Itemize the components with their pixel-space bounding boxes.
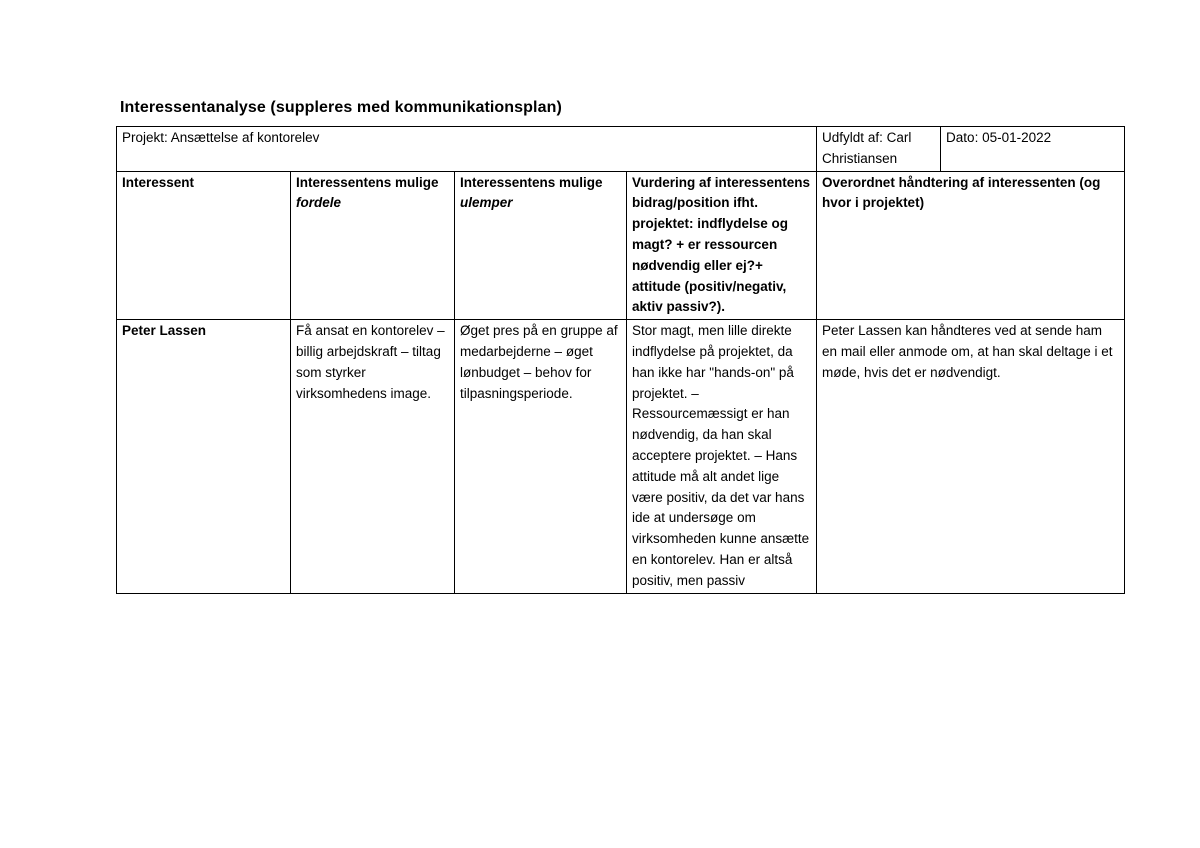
header-stakeholder: Interessent — [117, 171, 291, 320]
row-handling: Peter Lassen kan håndteres ved at sende ham en mail eller anmode om, at han skal deltage i et møde, hvis det er nødvendigt. — [817, 320, 1125, 593]
row-benefits: Få ansat en kontorelev – billig arbejdskraft – tiltag som styrker virksomhedens image. — [291, 320, 455, 593]
header-assessment: Vurdering af interessentens bidrag/position ifht. projektet: indflydelse og magt? + er ressourcen nødvendig eller ej?+ attitude (positiv/negativ, aktiv passiv?). — [627, 171, 817, 320]
header-benefits-emphasis: fordele — [296, 195, 342, 211]
date-cell: Dato: 05-01-2022 — [941, 127, 1125, 172]
header-benefits — [291, 171, 455, 320]
row-stakeholder: Peter Lassen — [117, 320, 291, 593]
stakeholder-analysis-table — [116, 126, 1125, 594]
table-header-row — [117, 171, 1125, 320]
table-row — [117, 320, 1125, 593]
header-benefits-prefix: Interessentens mulige — [296, 174, 439, 190]
header-drawbacks-emphasis: ulemper — [460, 195, 513, 211]
header-handling: Overordnet håndtering af interessenten (og hvor i projektet) — [817, 171, 1125, 320]
project-cell: Projekt: Ansættelse af kontorelev — [117, 127, 817, 172]
document-title: Interessentanalyse (suppleres med kommunikationsplan) — [120, 99, 562, 116]
row-assessment: Stor magt, men lille direkte indflydelse på projektet, da han ikke har "hands-on" på projektet. – Ressourcemæssigt er han nødvendig, da han skal acceptere projektet. – Hans attitude må alt andet lige være positiv, da det var hans ide at undersøge om virksomheden kunne ansætte en kontorelev. Han er altså positiv, men passiv — [627, 320, 817, 593]
filled-by-cell: Udfyldt af: Carl Christiansen — [817, 127, 941, 172]
header-drawbacks-prefix: Interessentens mulige — [460, 174, 603, 190]
table-meta-row — [117, 127, 1125, 172]
row-drawbacks: Øget pres på en gruppe af medarbejderne – øget lønbudget – behov for tilpasningsperiode. — [455, 320, 627, 593]
header-drawbacks — [455, 171, 627, 320]
